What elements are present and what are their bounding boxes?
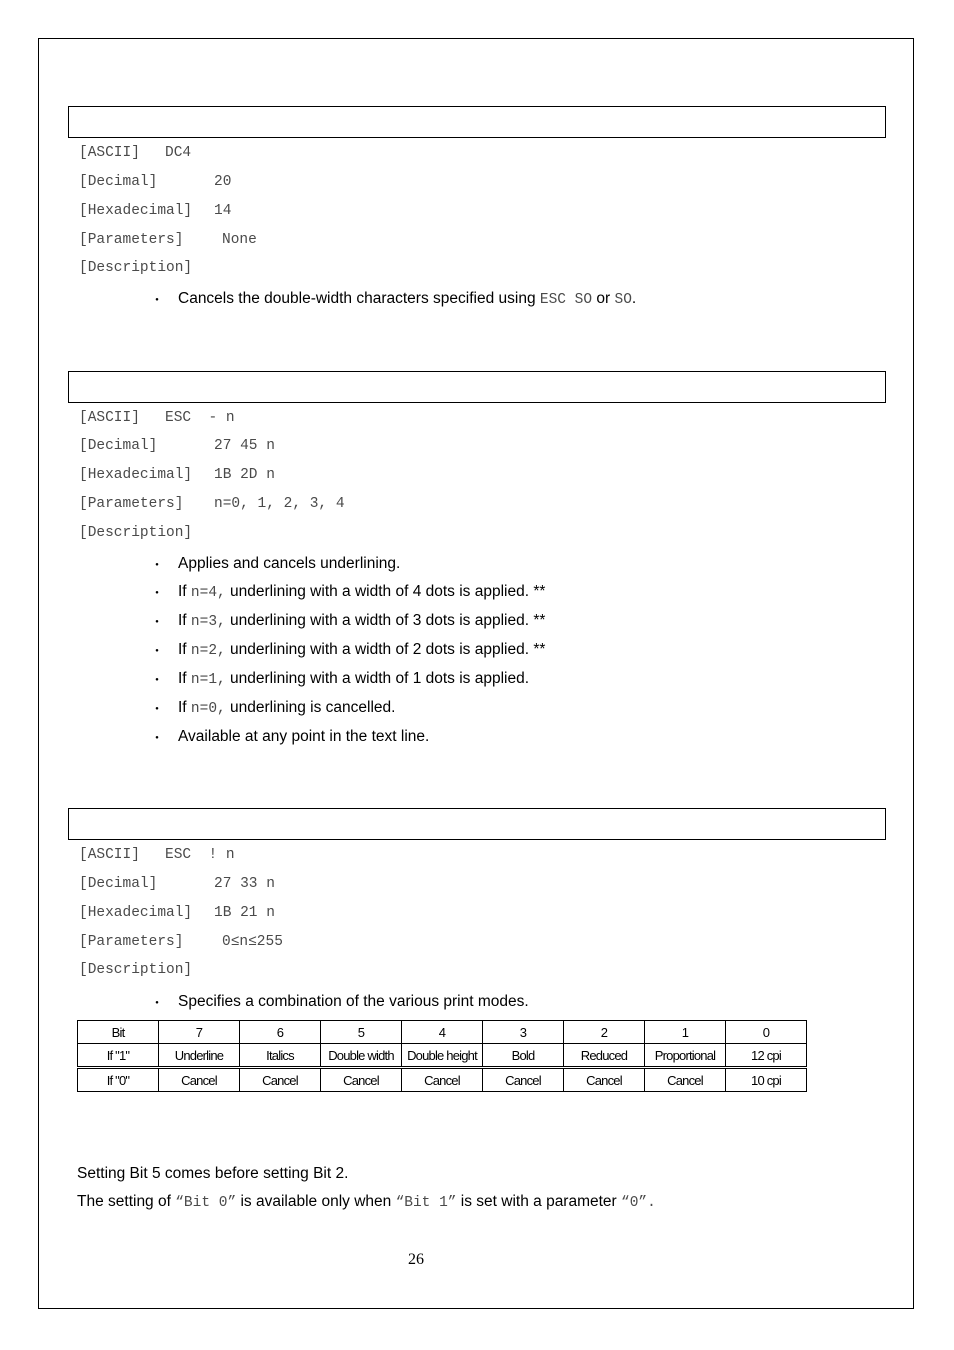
hex-value: 14	[214, 203, 232, 219]
bullet-text: .	[631, 290, 637, 307]
hex-value: 1B 2D n	[214, 467, 275, 483]
note-fragment: is set with a parameter	[456, 1193, 622, 1210]
code-so: SO	[614, 292, 632, 308]
table-cell: 1	[645, 1021, 726, 1044]
table-cell: 5	[321, 1021, 402, 1044]
code-n-value: n=3,	[190, 614, 226, 630]
bullet-text: underlining is cancelled.	[225, 699, 396, 716]
params-value: None	[222, 232, 257, 248]
description-bullet: Applies and cancels underlining.	[178, 555, 401, 572]
code-bit1: “Bit 1”	[395, 1195, 457, 1211]
table-cell: If "1"	[78, 1044, 159, 1068]
bullet-marker: ・	[150, 672, 164, 688]
bullet-marker: ・	[150, 995, 164, 1011]
table-cell: Bit	[78, 1021, 159, 1044]
code-n-value: n=2,	[190, 643, 226, 659]
table-cell: Underline	[159, 1044, 240, 1068]
decimal-value: 20	[214, 174, 232, 190]
code-n-value: n=4,	[190, 585, 226, 601]
bullet-text: Cancels the double-width characters specified using	[178, 290, 540, 307]
description-bullet	[178, 290, 636, 308]
code-zero: “0”.	[621, 1195, 656, 1211]
bullet-text: If	[178, 612, 191, 629]
ascii-label: [ASCII]	[79, 145, 140, 161]
table-cell: 4	[402, 1021, 483, 1044]
description-bullet	[178, 699, 395, 717]
table-cell: 6	[240, 1021, 321, 1044]
bullet-text: underlining with a width of 1 dots is applied.	[225, 670, 530, 687]
description-bullet	[178, 612, 545, 630]
description-bullet: Specifies a combination of the various print modes.	[178, 993, 529, 1010]
section-title-box	[68, 371, 886, 403]
params-value: n=0, 1, 2, 3, 4	[214, 496, 345, 512]
decimal-label: [Decimal]	[79, 876, 158, 892]
table-header-row	[78, 1021, 807, 1044]
note-text: Setting Bit 5 comes before setting Bit 2.	[77, 1165, 349, 1182]
code-n-value: n=0,	[190, 701, 226, 717]
ascii-value: ESC - n	[165, 410, 235, 426]
bullet-marker: ・	[150, 730, 164, 746]
bullet-marker: ・	[150, 614, 164, 630]
bullet-marker: ・	[150, 643, 164, 659]
table-cell: Proportional	[645, 1044, 726, 1068]
ascii-value: ESC ! n	[165, 847, 235, 863]
decimal-value: 27 33 n	[214, 876, 275, 892]
bullet-text: If	[178, 699, 191, 716]
ascii-label: [ASCII]	[79, 410, 140, 426]
table-cell: Cancel	[483, 1068, 564, 1092]
ascii-value: DC4	[165, 145, 192, 161]
bullet-text: If	[178, 670, 191, 687]
table-cell: Italics	[240, 1044, 321, 1068]
table-cell: Reduced	[564, 1044, 645, 1068]
decimal-label: [Decimal]	[79, 438, 158, 454]
section-title-box	[68, 808, 886, 840]
table-row	[78, 1044, 807, 1068]
description-label: [Description]	[79, 260, 193, 276]
params-label: [Parameters]	[79, 232, 184, 248]
description-bullet	[178, 583, 545, 601]
ascii-label: [ASCII]	[79, 847, 140, 863]
note-text	[77, 1193, 656, 1211]
table-cell: Cancel	[159, 1068, 240, 1092]
table-cell: Cancel	[402, 1068, 483, 1092]
bullet-marker: ・	[150, 701, 164, 717]
bullet-marker: ・	[150, 585, 164, 601]
code-esc-so: ESC SO	[539, 292, 593, 308]
section-title-box	[68, 106, 886, 138]
bullet-marker: ・	[150, 292, 164, 308]
bullet-text: underlining with a width of 2 dots is applied. **	[225, 641, 546, 658]
description-bullet: Available at any point in the text line.	[178, 728, 430, 745]
page-number: 26	[408, 1251, 424, 1268]
table-cell: 7	[159, 1021, 240, 1044]
hex-label: [Hexadecimal]	[79, 203, 193, 219]
table-row	[78, 1068, 807, 1092]
description-label: [Description]	[79, 525, 193, 541]
code-bit0: “Bit 0”	[175, 1195, 237, 1211]
print-mode-bit-table	[77, 1020, 807, 1092]
description-bullet	[178, 641, 545, 659]
decimal-label: [Decimal]	[79, 174, 158, 190]
hex-label: [Hexadecimal]	[79, 467, 193, 483]
bullet-marker: ・	[150, 557, 164, 573]
note-fragment: The setting of	[77, 1193, 176, 1210]
params-label: [Parameters]	[79, 934, 184, 950]
note-fragment: is available only when	[236, 1193, 396, 1210]
table-cell: 12 cpi	[726, 1044, 807, 1068]
table-cell: 10 cpi	[726, 1068, 807, 1092]
bullet-text: or	[592, 290, 615, 307]
bullet-text: underlining with a width of 4 dots is applied. **	[225, 583, 546, 600]
description-bullet	[178, 670, 529, 688]
bullet-text: If	[178, 641, 191, 658]
table-cell: Cancel	[321, 1068, 402, 1092]
table-cell: Bold	[483, 1044, 564, 1068]
hex-label: [Hexadecimal]	[79, 905, 193, 921]
code-n-value: n=1,	[190, 672, 226, 688]
bullet-text: If	[178, 583, 191, 600]
params-label: [Parameters]	[79, 496, 184, 512]
decimal-value: 27 45 n	[214, 438, 275, 454]
params-value: 0≤n≤255	[222, 934, 283, 950]
table-cell: Cancel	[564, 1068, 645, 1092]
table-cell: Double width	[321, 1044, 402, 1068]
table-cell: 3	[483, 1021, 564, 1044]
table-cell: Double height	[402, 1044, 483, 1068]
hex-value: 1B 21 n	[214, 905, 275, 921]
table-cell: Cancel	[645, 1068, 726, 1092]
table-cell: 2	[564, 1021, 645, 1044]
table-cell: Cancel	[240, 1068, 321, 1092]
table-cell: If "0"	[78, 1068, 159, 1092]
table-cell: 0	[726, 1021, 807, 1044]
bullet-text: underlining with a width of 3 dots is applied. **	[225, 612, 546, 629]
description-label: [Description]	[79, 962, 193, 978]
